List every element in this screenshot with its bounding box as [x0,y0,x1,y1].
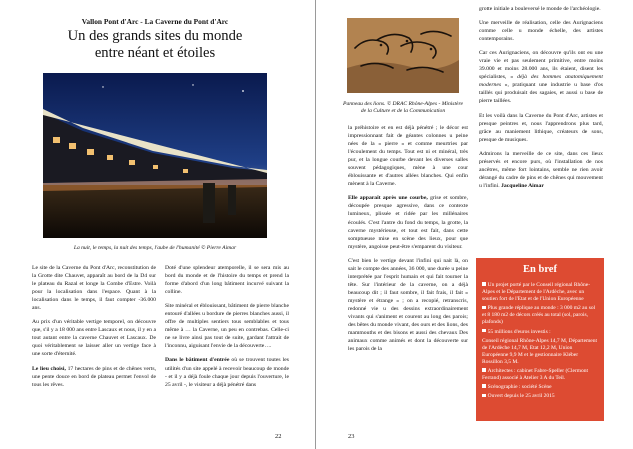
page-number-left: 22 [275,433,282,440]
en-bref-box [476,258,604,421]
night-building-image [43,73,267,238]
title-line-2: entre néant et étoiles [94,45,216,61]
left-page [0,0,316,449]
quote-italic: déjà des hommes anatomiquement modernes [479,74,603,89]
square-bullet-icon [482,368,486,372]
lead-in: Le lieu choisi, [32,365,66,372]
title-line-1: Un des grands sites du monde [67,28,243,44]
paragraph: Au prix d'un véritable vertige temporel, on découvre que, s'il y a 18 000 ans entre Lascaux et nous, il y en a tout autant entre la caverne Chauvet et Lascaux. De quoi véritablement se laisser aller un vertige face à une sorte d'éternité. [32,319,156,358]
article-kicker: Vallon Pont d'Arc - La Caverne du Pont d'Arc [81,17,229,26]
right-photo-caption: Panneau des lions. © DRAC Rhône-Alpes - Ministère de la Culture et de la Communication [343,101,463,114]
square-bullet-icon [482,282,486,286]
page-number-right: 23 [348,433,355,440]
right-column-1 [348,124,468,359]
lion-panel-photo [347,18,459,93]
paragraph: Admirons la merveille de ce site, dans ces lieux préservés et encore purs, où l'installation de nos ancêtres, même fort lointains, semble ne rien avoir dérangé du cadre de pins et de chênes qui mouvement u l'infini. Jacqueline Aimar [479,150,603,189]
en-bref-item: Architectes : cabinet Fabre-Speller (Clermont Ferrand) associé à Atelier 3 A du Teil. [482,368,589,382]
en-bref-title: En bref [523,264,557,275]
lead-in: Elle apparaît après une courbe, [348,195,428,202]
paragraph: grotte initiale a bouleversé le monde de l'archéologie. [479,6,601,12]
left-column-2 [165,264,289,395]
paragraph: Dans le bâtiment d'entrée où se trouvent toutes les utilités d'un site appelé à recevoir beaucoup de monde - et il y a déjà foule chaque jour depuis l'ouverture, le 25 avril -, le visiteur a déjà pénétré dans [165,357,289,388]
en-bref-item: 55 millions d'euros investis : [482,329,598,336]
paragraph: Doté d'une splendeur atemporelle, il se sera mis au bord du monde et de l'histoire du temps et prend la forme d'abord d'un long bâtiment incurvé suivant la colline. [165,265,289,296]
paragraph: Et les voilà dans la Caverne du Pont d'Arc, artistes et presque peintres et, nous l'apprendrons plus tard, grâce au maniement lithique, créateurs de sons, presque de musiques. [479,112,603,143]
left-photo-caption: La nuit, le temps, la nuit des temps, l'aube de l'humanité © Pierre Aimar [73,245,237,251]
night-building-photo [43,73,267,238]
en-bref-item: Plus grande réplique au monde : 3 000 m2 au sol et 8 180 m2 de décors créés au total (sol, parois, plafonds) [482,305,596,326]
en-bref-item: Un projet porté par le Conseil régional Rhône-Alpes et le Département de l'Ardèche, avec un soutien fort de l'Etat et de l'Union Européenne [482,282,591,303]
en-bref-item: Conseil régional Rhône-Alpes 14,7 M, Département de l'Ardèche 14,7 M, Etat 12,2 M, Union Européenne 9,9 M et le gestionnaire Kléber Rossillon 3,5 M. [482,337,598,365]
square-bullet-icon [482,306,486,310]
paragraph: Elle apparaît après une courbe, grise et sombre, découpée presque agressive, dans ce contexte lumineux, plissée et ridée par les millénaires écoulés. C'est l'antre du fond du temps, la grotte, la caverne mystérieuse, et tout est fait, dans cette somptueuse mise en scène des lieux, pour que mystère, angoisse peut-être s'emparent du visiteur. [348,195,468,250]
en-bref-list [482,282,598,400]
paragraph: C'est bien le vertige devant l'infini qui nait là, on sait le compte des années, 36 000, une durée u peine interprétée par l'esprit humain et qui fait tourner la tête. Sur l'intérieur de la caverne, on a déjà beaucoup dit ; il faut sombre, il fait frais, il fait « mystère et étrange » ; on a recopié, retranscris, redonné vie u des dessins extraordinairement vivants qui s'animent et courent au long des parois; des bêtes du monde vivant, des ours et des lions, des mammouths et des bisons et aussi des chevaux Des animaux comme animés et dont la découverte sur les parois de la [348,257,468,353]
paragraph: Le lieu choisi, 17 hectares de pins et de chênes verts, une pente douce en bord de plateau permet l'envol de tous les rêves. [32,365,156,388]
cave-painting-image [347,18,459,93]
paragraph: Le site de la Caverne du Pont d'Arc, reconstitution de la Grotte dite Chauvet, apparaît au bord de la D4 sur le plateau du Razal et longe la Combe d'Estre. Voilà pour la localisation dans l'espace. Quant à la localisation dans le temps, il faut compter -36.000 ans. [32,265,156,312]
right-column-2 [479,5,603,196]
en-bref-item: Scénographie : société Scène [482,384,598,391]
left-column-1 [32,264,156,395]
lead-in: Dans le bâtiment d'entrée [165,357,230,364]
article-title [26,28,284,62]
square-bullet-icon [482,394,486,398]
en-bref-item: Ouvert depuis le 25 avril 2015 [482,393,598,400]
paragraph: la préhistoire et en est déjà pénétré ; le décor est impressionnant fait de géantes colonnes u peine nées de la « pierre » et comme meurtries par l'écoulement du temps. Tout est ni et minéral, très pur, et la longue courbe devant les diverses salles souvent pédagogiques, mène à une cour éblouissante et d'autres allées blanches. Qui enfin mènent à la Caverne. [348,125,468,188]
square-bullet-icon [482,384,486,388]
paragraph: Car ces Aurignaciens, on découvre qu'ils ont eu une vraie vie et pas seulement primitive, entre moins 39.000 et moins 28.000 ans, ils étaient, disent les spécialistes, « déjà des hommes anatomiquement modernes », pratiquant une industrie u base d'os taillés qui produisait des sagaies, et aussi u base de pierre taillées. [479,50,603,105]
paragraph: Site minéral et éblouissant, bâtiment de pierre blanche entouré d'allées u bordure de pierres blanches aussi, il offre de multiples sentiers tous semblables et tous même à … la Caverne, un peu en contrebas. Celle-ci ne se livre ainsi pas tout de suite, gardant l'attrait de l'inconnu, aiguisant l'envie de la découverte…. [165,303,289,350]
square-bullet-icon [482,329,486,333]
paragraph: Une merveille de réalisation, celle des Aurignaciens comme celle u monde échelle, des artistes contemporains. [479,20,603,43]
author-signature: Jacqueline Aimar [501,182,544,189]
